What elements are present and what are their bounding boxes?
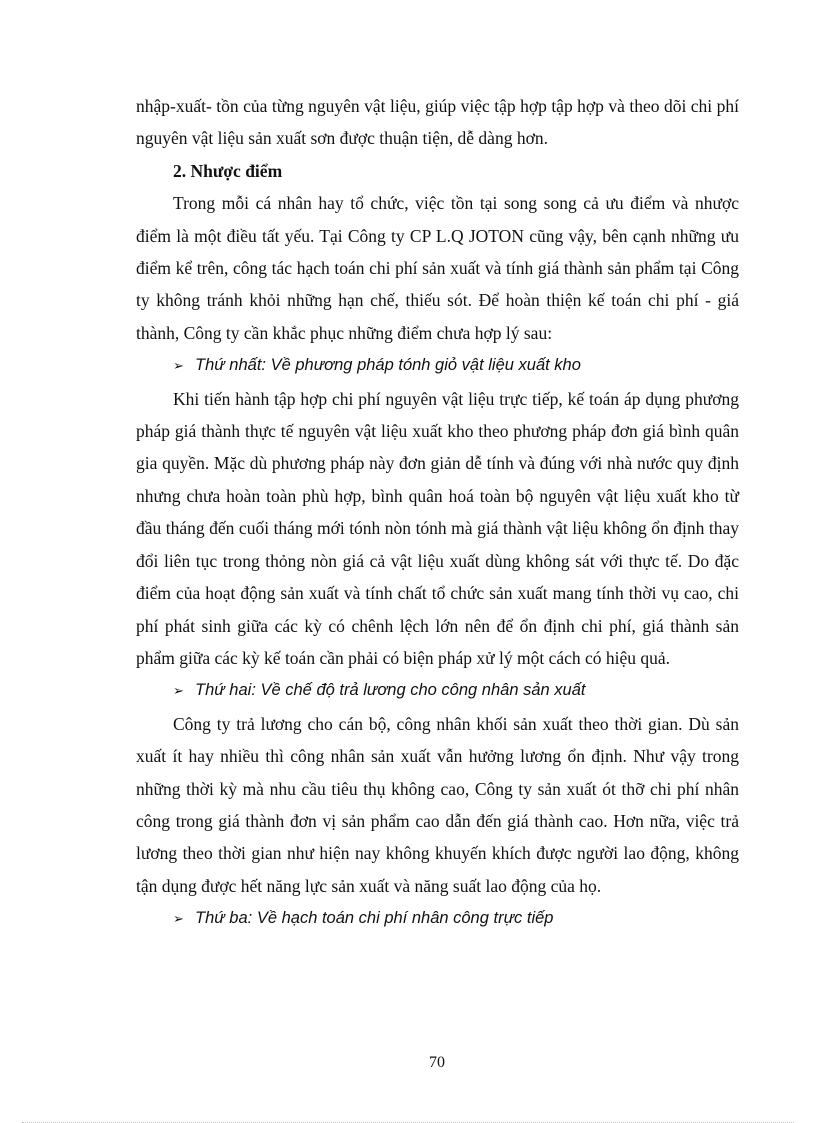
bullet-item-first <box>136 349 739 382</box>
paragraph-continuation: nhập-xuất- tồn của từng nguyên vật liệu, giúp việc tập hợp tập hợp và theo dõi chi phí nguyên vật liệu sản xuất sơn được thuận tiện, dễ dàng hơn. <box>136 96 739 149</box>
bullet-item-third <box>136 902 739 935</box>
section-heading: 2. Nhược điểm <box>173 160 283 181</box>
paragraph-intro: Trong mỗi cá nhân hay tổ chức, việc tồn tại song song cả ưu điểm và nhược điểm là một điều tất yếu. Tại Công ty CP L.Q JOTON cũng vậy, bên cạnh những ưu điểm kể trên, công tác hạch toán chi phí sản xuất và tính giá thành sản phẩm tại Công ty không tránh khỏi những hạn chế, thiếu sót. Để hoàn thiện kế toán chi phí - giá thành, Công ty cần khắc phục những điểm chưa hợp lý sau: <box>136 193 739 343</box>
bullet-text-first: Thứ nhất: Về phương pháp tónh giỏ vật liệu xuất kho <box>195 356 581 375</box>
page-number: 70 <box>429 1054 445 1071</box>
paragraph-wages: Công ty trả lương cho cán bộ, công nhân khối sản xuất theo thời gian. Dù sản xuất ít hay nhiều thì công nhân sản xuất vẫn hưởng lương ổn định. Như vậy trong những thời kỳ mà nhu cầu tiêu thụ không cao, Công ty sản xuất ót thỡ chi phí nhân công trong giá thành đơn vị sản phẩm cao dẫn đến giá thành cao. Hơn nữa, việc trả lương theo thời gian như hiện nay không khuyến khích được người lao động, không tận dụng được hết năng lực sản xuất và năng suất lao động của họ. <box>136 713 739 896</box>
bullet-item-second <box>136 674 739 707</box>
bullet-text-second: Thứ hai: Về chế độ trả lương cho công nhân sản xuất <box>195 681 586 700</box>
paragraph-material-pricing: Khi tiến hành tập hợp chi phí nguyên vật liệu trực tiếp, kế toán áp dụng phương pháp giá thành thực tế nguyên vật liệu xuất kho theo phương pháp đơn giá bình quân gia quyền. Mặc dù phương pháp này đơn giản dễ tính và đúng với nhà nước quy định nhưng chưa hoàn toàn phù hợp, bình quân hoá toàn bộ nguyên vật liệu xuất kho từ đầu tháng đến cuối tháng mới tónh nòn tónh mà giá thành vật liệu không ổn định thay đổi liên tục trong thỏng nòn giá cả vật liệu xuất dùng không sát với thực tế. Do đặc điểm của hoạt động sản xuất và tính chất tổ chức sản xuất mang tính thời vụ cao, chi phí phát sinh giữa các kỳ có chênh lệch lớn nên để ổn định chi phí, giá thành sản phẩm giữa các kỳ kế toán cần phải có biện pháp xử lý một cách có hiệu quả. <box>136 388 739 668</box>
arrow-bullet-icon: ➢ <box>173 358 184 374</box>
arrow-bullet-icon: ➢ <box>173 911 184 927</box>
bullet-text-third: Thứ ba: Về hạch toán chi phí nhân công trực tiếp <box>195 909 554 928</box>
arrow-bullet-icon: ➢ <box>173 683 184 699</box>
page-body <box>136 90 739 936</box>
